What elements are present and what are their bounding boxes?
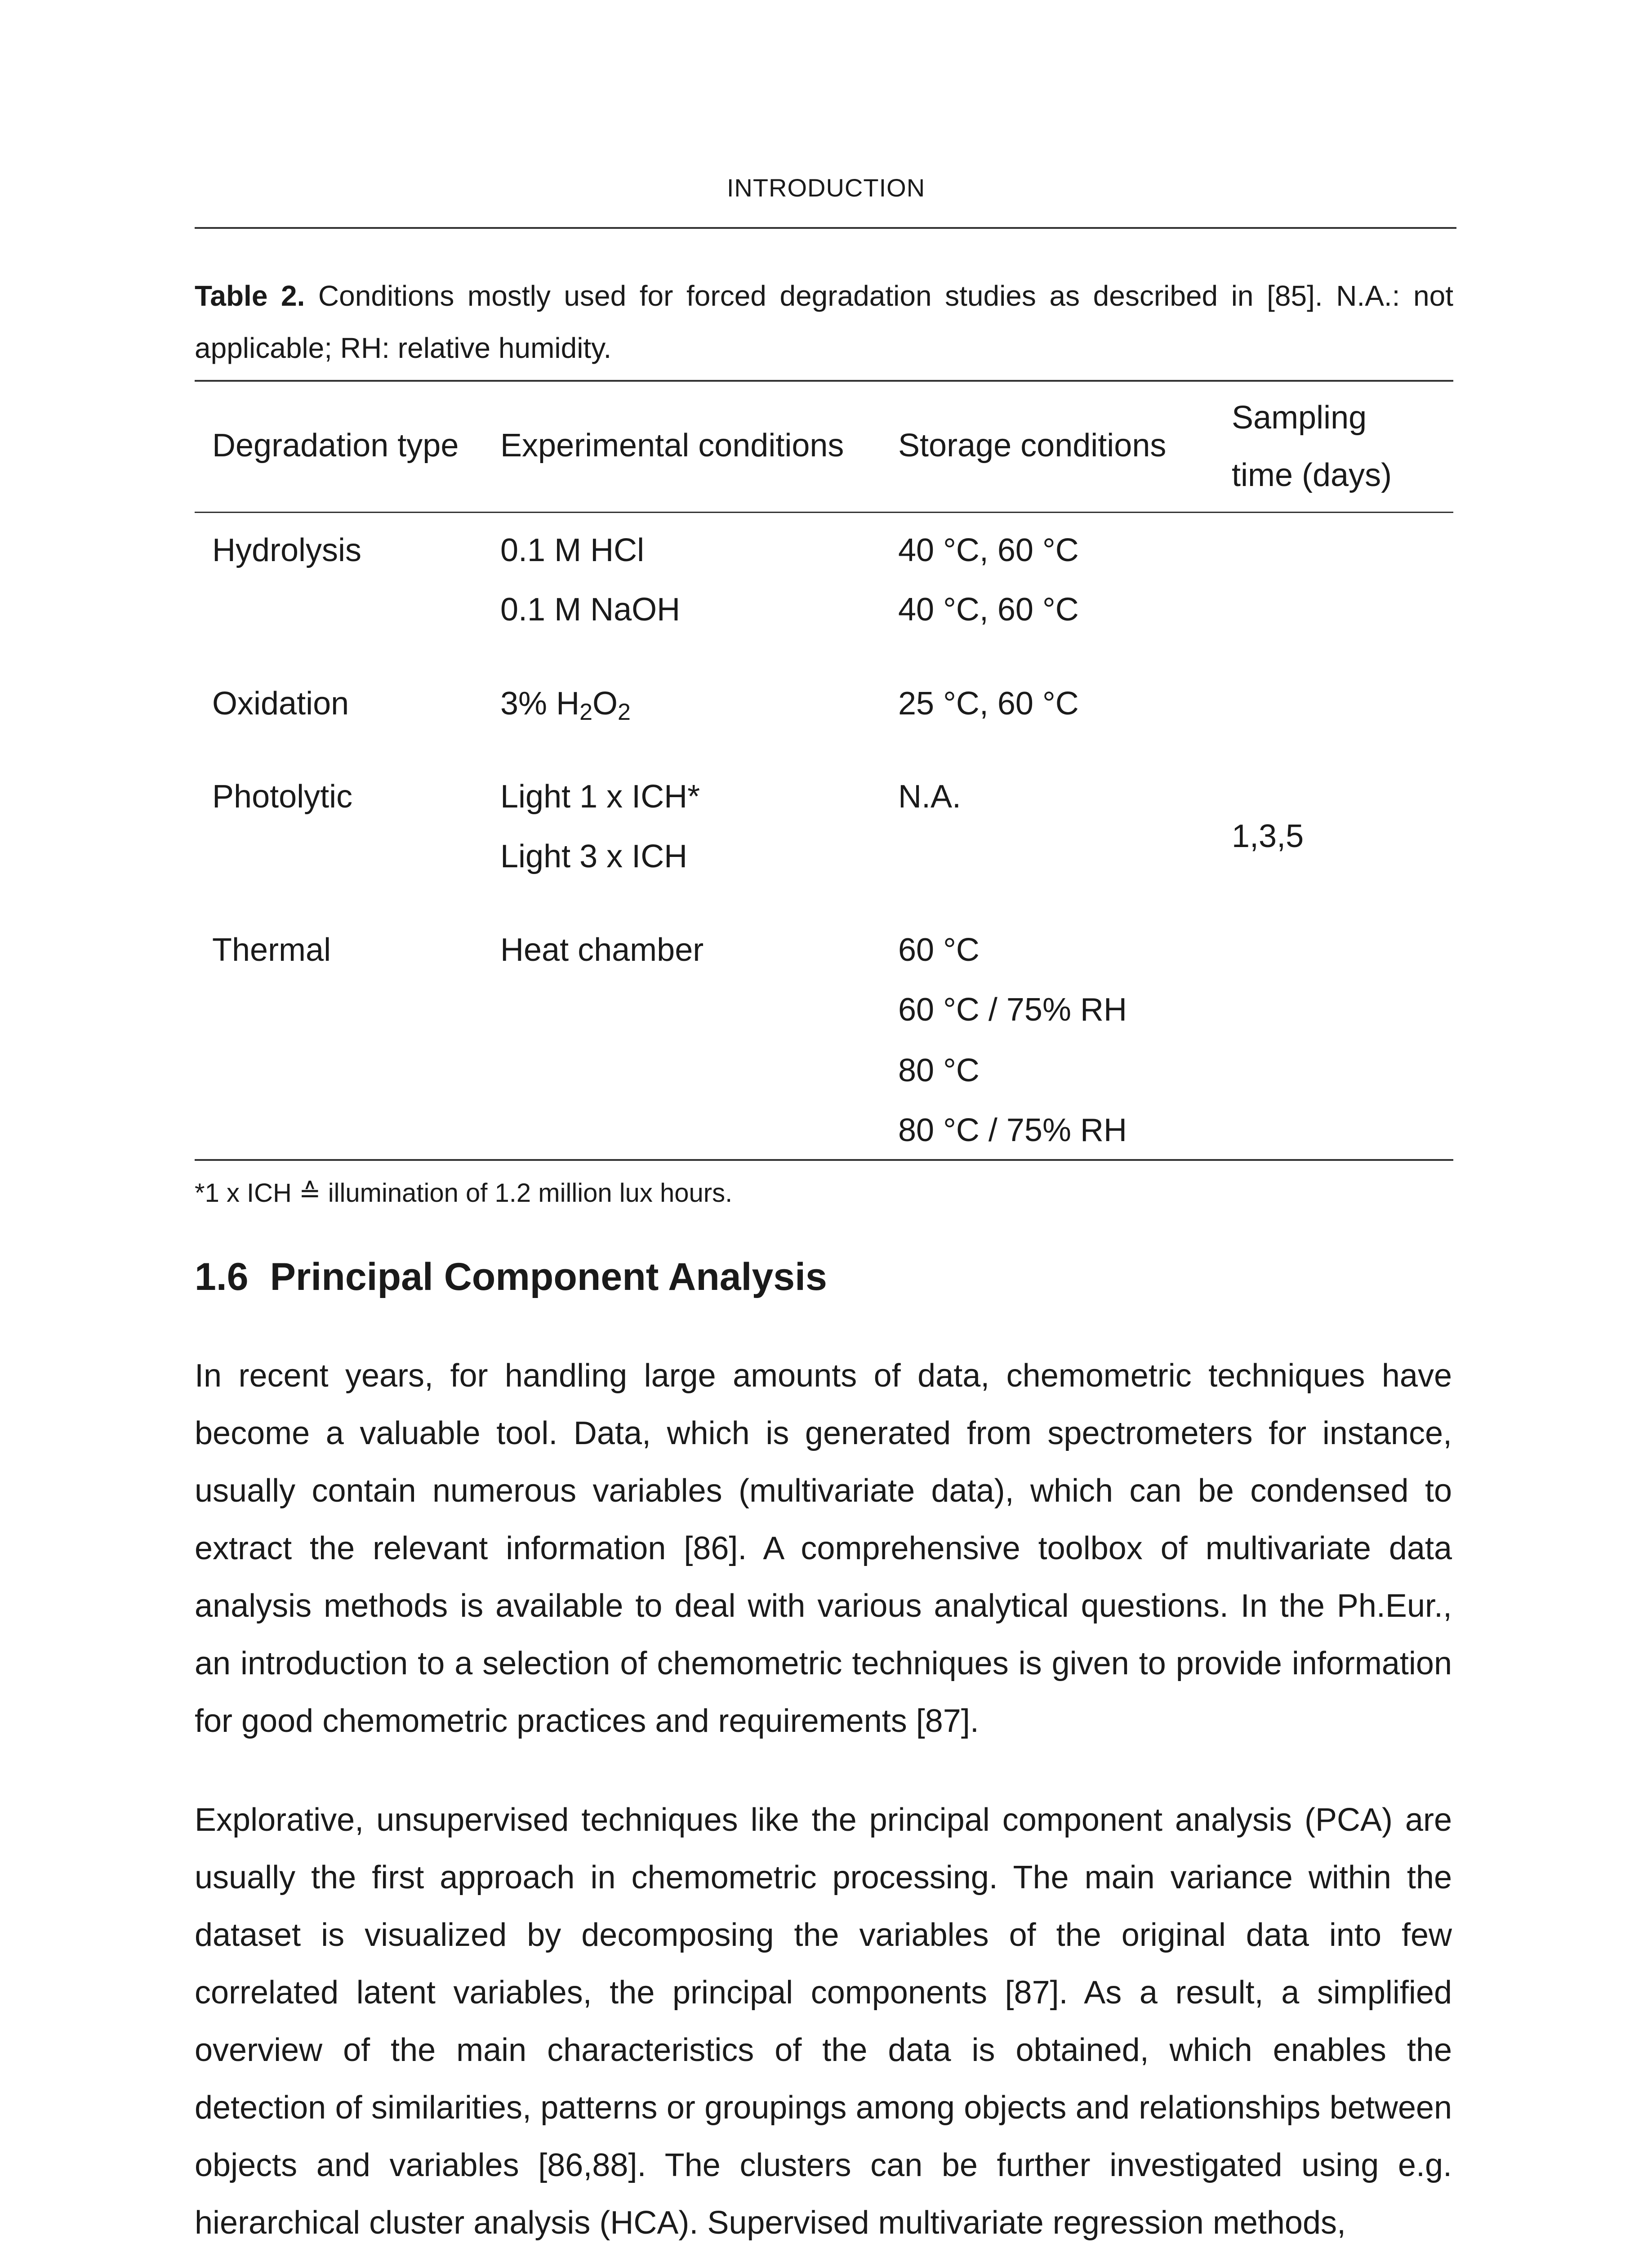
running-header: INTRODUCTION <box>726 174 926 202</box>
row-thermal-type: Thermal <box>212 932 331 968</box>
row-hydrolysis-storage-1: 40 °C, 60 °C <box>898 532 1079 568</box>
paragraph-2: Explorative, unsupervised techniques like the principal component analysis (PCA) are usually the first approach in chemometric processing. The main variance within the dataset is visualized by decomposing the variables of the original data into few correlated latent variables, the principal components [87]. As a result, a simplified overview of the main characteristics of the data is obtained, which enables the detection of similarities, patterns or groupings among objects and relationships between objects and variables [86,88]. The clusters can be further investigated using e.g. hierarchical cluster analysis (HCA). Supervised multivariate regression methods, <box>195 1802 1452 2241</box>
row-photolytic-condition-1: Light 1 x ICH* <box>500 779 700 815</box>
row-oxidation-storage: 25 °C, 60 °C <box>898 686 1079 722</box>
table-header-rule <box>195 512 1453 513</box>
table-footnote: *1 x ICH ≙ illumination of 1.2 million lux hours. <box>195 1178 733 1208</box>
row-thermal-storage-4: 80 °C / 75% RH <box>898 1112 1127 1148</box>
section-title: Principal Component Analysis <box>270 1255 827 1298</box>
section-number: 1.6 <box>195 1255 249 1298</box>
row-photolytic-type: Photolytic <box>212 779 353 815</box>
col-header-storage-conditions: Storage conditions <box>898 428 1167 464</box>
col-header-sampling-line2: time (days) <box>1232 457 1392 493</box>
section-heading <box>195 1254 827 1299</box>
table-top-rule <box>195 380 1453 382</box>
table-caption-text: Conditions mostly used for forced degradation studies as described in [85]. N.A.: not applicable; RH: relative humidity. <box>195 280 1454 364</box>
sampling-days: 1,3,5 <box>1232 818 1304 854</box>
row-thermal-storage-3: 80 °C <box>898 1053 980 1088</box>
row-oxidation-type: Oxidation <box>212 686 349 722</box>
row-oxidation-condition: 3% $H_2O_2$ <box>500 686 631 725</box>
row-thermal-storage-1: 60 °C <box>898 932 980 968</box>
col-header-degradation-type: Degradation type <box>212 428 459 464</box>
paragraph-1: In recent years, for handling large amounts of data, chemometric techniques have become a valuable tool. Data, which is generated from spectrometers for instance, usually contain numerous variables (multivariate data), which can be condensed to extract the relevant information [86]. A comprehensive toolbox of multivariate data analysis methods is available to deal with various analytical questions. In the Ph.Eur., an introduction to a selection of chemometric techniques is given to provide information for good chemometric practices and requirements [87]. <box>195 1358 1452 1739</box>
col-header-experimental-conditions: Experimental conditions <box>500 428 844 464</box>
row-hydrolysis-type: Hydrolysis <box>212 532 362 568</box>
col-header-sampling-line1: Sampling <box>1232 400 1367 436</box>
row-hydrolysis-condition-1: 0.1 M HCl <box>500 532 645 568</box>
row-hydrolysis-condition-2: 0.1 M NaOH <box>500 592 681 628</box>
row-thermal-condition: Heat chamber <box>500 932 704 968</box>
table-caption <box>195 270 1453 374</box>
row-photolytic-storage: N.A. <box>898 779 962 815</box>
header-rule <box>195 227 1456 229</box>
table-bottom-rule <box>195 1159 1453 1161</box>
table-label: Table 2. <box>195 280 305 312</box>
row-photolytic-condition-2: Light 3 x ICH <box>500 839 688 874</box>
row-thermal-storage-2: 60 °C / 75% RH <box>898 992 1127 1028</box>
row-hydrolysis-storage-2: 40 °C, 60 °C <box>898 592 1079 628</box>
